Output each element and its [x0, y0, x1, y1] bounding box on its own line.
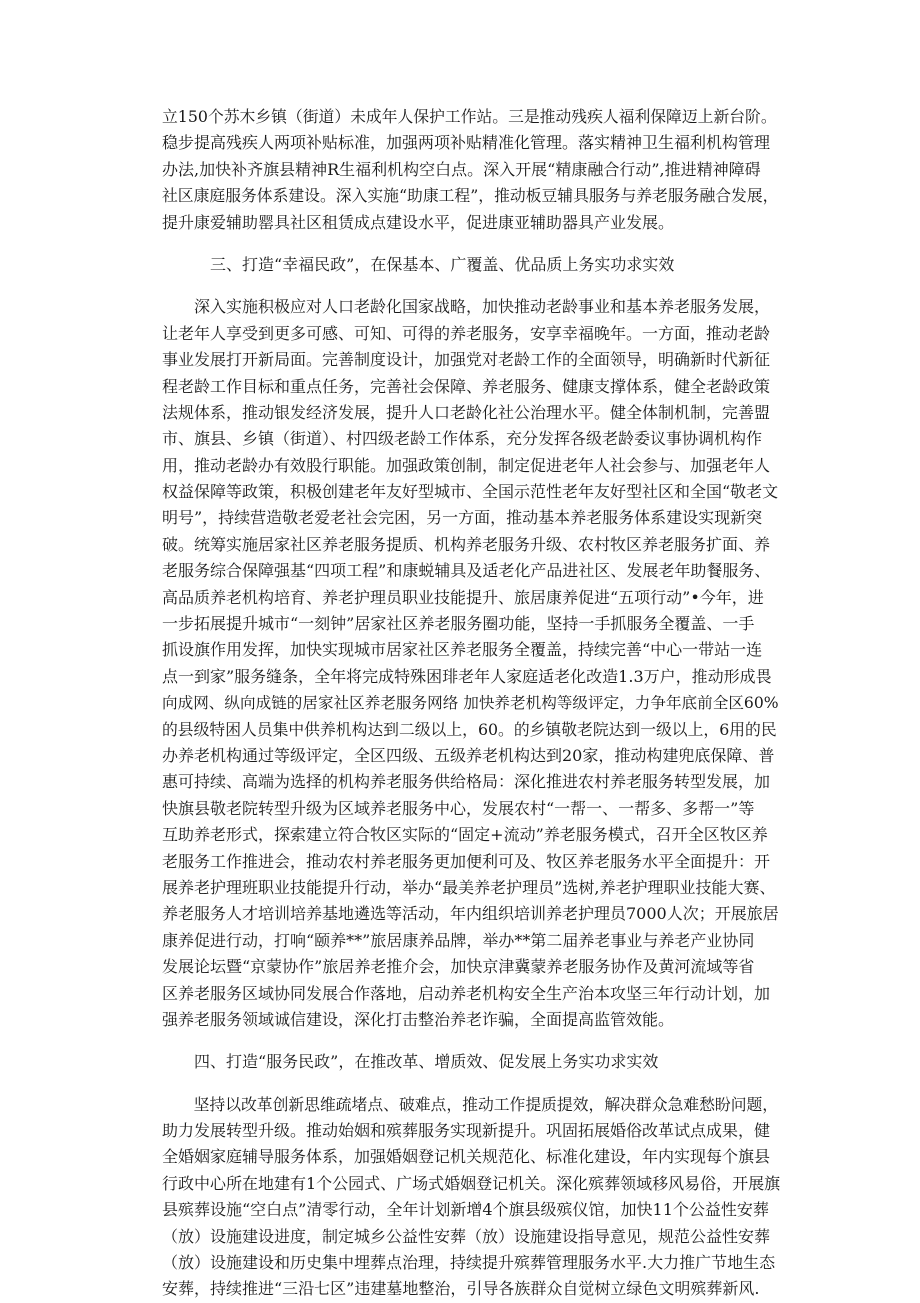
text-line: 明号”，持续营造敬老爱老社会完困，另一方面，推动基本养老服务体系建设实现新突	[162, 508, 763, 528]
text-line: 老服务综合保障强基“四项工程”和康蜕辅具及适老化产品进社区、发展老年助餐服务、	[162, 561, 771, 581]
text-line: 区养老服务区域协同发展合作落地，启动养老机构安全生产治本攻坚三年行动计划，加	[162, 983, 771, 1003]
text-line: 安葬，持续推进“三沿七区”违建墓地整治，引导各族群众自觉树立绿色文明殡葬新风.	[162, 1279, 760, 1299]
document-page	[162, 104, 784, 1303]
text-line: 向成网、纵向成链的居家社区养老服务网络 加快养老机构等级评定，力争年底前全区60%	[162, 694, 779, 713]
text-line: 用，推动老龄办有效股行职能。加强政策创制，制定促进老年人社会参与、加强老年人	[162, 455, 771, 475]
text-line: 法规体系，推动银发经济发展，提升人口老龄化社公治理水平。健全体制机制，完善盟	[162, 402, 771, 422]
text-line: 县殡葬设施“空白点”清零行动，全年计划新增4个旗县级殡仪馆，加快11个公益性安葬	[162, 1200, 769, 1220]
text-line: 行政中心所在地建有1个公园式、广场式婚姻登记机关。深化殡葬领域移风易俗，开展旗	[162, 1173, 781, 1193]
text-line: 办法,加快补齐旗县精神R生福利机构空白点。深入开展“精康融合行动”,推进精神障碍	[162, 159, 761, 179]
text-line: 发展论坛暨“京蒙协作”旅居养老推介会，加快京津冀蒙养老服务协作及黄河流域等省	[162, 957, 755, 977]
text-line: 一步拓展提升城市“一刻钟”居家社区养老服务圈功能，坚持一手抓服务全覆盖、一手	[162, 614, 755, 634]
heading-text: 四、打造“服务民政”，在推改革、增质效、促发展上务实功求实效	[162, 1052, 659, 1072]
text-line: 的县级特困人员集中供养机构达到二级以上，60。的乡镇敬老院达到一级以上，6用的民	[162, 719, 777, 739]
paragraph	[162, 104, 784, 236]
paragraph	[162, 1092, 784, 1303]
text-line: 坚持以改革创新思维疏堵点、破难点，推动工作提质提效，解决群众急难愁盼问题，	[162, 1094, 779, 1114]
text-line: 康养促进行动，打响“颐养**”旅居康养品牌，举办**第二届养老事业与养老产业协同	[162, 930, 755, 950]
text-line: 互助养老形式，探索建立符合牧区实际的“固定+流动”养老服务模式，召开全区牧区养	[162, 825, 768, 845]
text-line: 深入实施积极应对人口老龄化国家战略，加快推动老龄事业和基本养老服务发展，	[162, 297, 771, 317]
text-line: 惠可持续、高端为选择的机构养老服务供给格局：深化推进农村养老服务转型发展，加	[162, 772, 771, 792]
text-line: 全婚姻家庭辅导服务体系，加强婚姻登记机关规范化、标准化建设，年内实现每个旗县	[162, 1147, 771, 1167]
text-line: 抓设旗作用发挥，加快实现城市居家社区养老服务全覆盖，持续完善“中心一带站一连	[162, 640, 763, 660]
text-line: 快旗县敬老院转型升级为区域养老服务中心，发展农村“一帮一、一帮多、多帮一”等	[162, 798, 755, 818]
text-line: 立150个苏木乡镇（街道）未成年人保护工作站。三是推动残疾人福利保障迈上新台阶。	[162, 107, 777, 126]
paragraph	[162, 294, 784, 1033]
text-line: 强养老服务领域诚信建设，深化打击整治养老诈骗，全面提高监管效能。	[162, 1009, 675, 1029]
text-line: 社区康庭服务体系建设。深入实施“助康工程”，推动板豆辅具服务与养老服务融合发展，	[162, 186, 779, 206]
text-line: 市、旗县、乡镇（街道）、村四级老龄工作体系，充分发挥各级老龄委议事协调机构作	[162, 429, 763, 449]
text-line: 助力发展转型升级。推动始姻和殡葬服务实现新提升。巩固拓展婚俗改革试点成果，健	[162, 1121, 771, 1141]
text-line: 稳步提高残疾人两项补贴标准，加强两项补贴精准化管理。落实精神卫生福利机构管理	[162, 133, 771, 153]
text-line: 提升康爱辅助罂具社区租赁成点建设水平，促进康亚辅助器具产业发展。	[162, 212, 675, 232]
text-line: （放）设施建设进度，制定城乡公益性安葬（放）设施建设指导意见，规范公益性安葬	[162, 1226, 771, 1246]
text-line: 破。统筹实施居家社区养老服务提质、机构养老服务升级、农村牧区养老服务扩面、养	[162, 534, 771, 554]
text-line: 办养老机构通过等级评定，全区四级、五级养老机构达到20家，推动构建兜底保障、普	[162, 745, 775, 765]
text-line: 老服务工作推进会，推动农村养老服务更加便利可及、牧区养老服务水平全面提升：开	[162, 851, 771, 871]
text-line: 养老服务人才培训培养基地遴选等活动，年内组织培训养老护理员7000人次；开展旅居	[162, 904, 779, 924]
text-line: 事业发展打开新局面。完善制度设计，加强党对老龄工作的全面领导，明确新时代新征	[162, 350, 771, 370]
text-line: 点一到家”服务缝条，全年将完成特殊困琲老年人家庭适老化改造1.3万户，推动形成畏	[162, 666, 772, 686]
text-line: 高品质养老机构培育、养老护理员职业技能提升、旅居康养促进“五项行动”•今年，进	[162, 587, 764, 607]
text-line: （放）设施建设和历史集中埋葬点治理，持续提升殡葬管理服务水平.大力推广节地生态	[162, 1253, 776, 1273]
text-line: 让老年人享受到更多可感、可知、可得的养老服务，安享幸福晚年。一方面，推动老龄	[162, 323, 771, 343]
section-heading	[162, 252, 784, 278]
text-line: 权益保障等政策，积极创建老年友好型城市、全国示范性老年友好型社区和全国“敬老文	[162, 482, 779, 502]
section-heading	[162, 1049, 784, 1075]
heading-text: 三、打造“幸福民政”，在保基本、广覆盖、优品质上务实功求实效	[162, 254, 675, 274]
text-line: 展养老护理班职业技能提升行动，举办“最美养老护理员”选树,养老护理职业技能大赛、	[162, 877, 776, 897]
text-line: 程老龄工作目标和重点任务，完善社会保障、养老服务、健康支撑体系，健全老龄政策	[162, 376, 771, 396]
